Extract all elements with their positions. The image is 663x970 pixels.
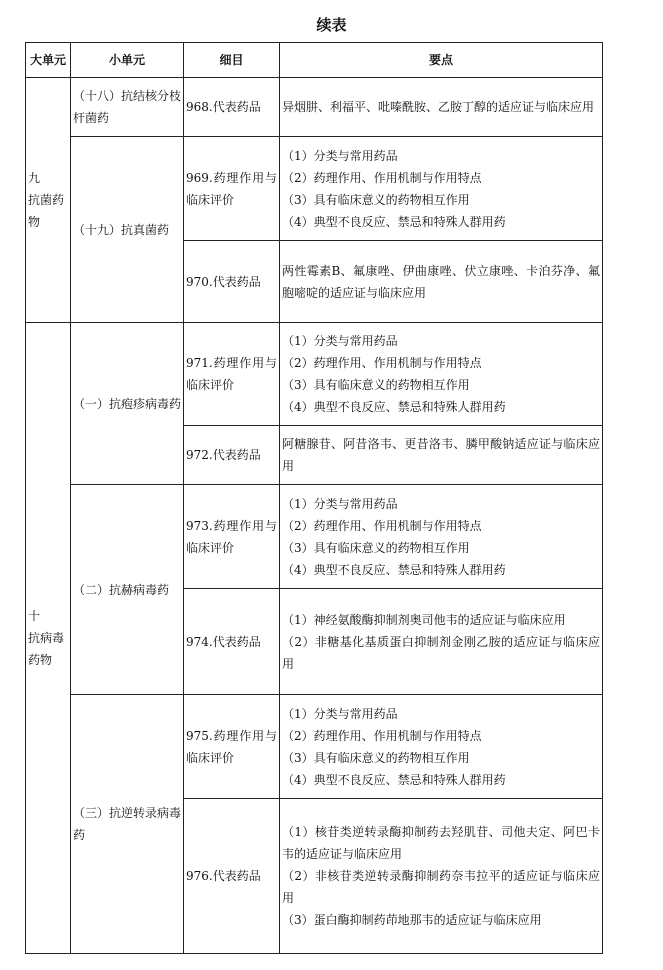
point: （2）药理作用、作用机制与作用特点 — [282, 356, 482, 370]
item-968: 968.代表药品 — [184, 78, 280, 137]
point: （4）典型不良反应、禁忌和特殊人群用药 — [282, 562, 506, 577]
point: （2）药理作用、作用机制与作用特点 — [282, 518, 482, 533]
points-968: 异烟肼、利福平、吡嗪酰胺、乙胺丁醇的适应证与临床应用 — [280, 78, 603, 137]
point: （3）蛋白酶抑制药茚地那韦的适应证与临床应用 — [282, 913, 542, 927]
page-title: 续表 — [316, 16, 347, 34]
point: （3）具有临床意义的药物相互作用 — [282, 378, 470, 392]
header-item: 细目 — [184, 43, 280, 78]
table-row — [26, 323, 603, 426]
header-points: 要点 — [280, 43, 603, 78]
item-975: 975.药理作用与临床评价 — [184, 695, 280, 799]
points-971 — [280, 323, 603, 426]
item-971: 971.药理作用与临床评价 — [184, 323, 280, 426]
point: （3）具有临床意义的药物相互作用 — [282, 540, 470, 555]
major-unit-10: 十 抗病毒 药物 — [26, 323, 71, 954]
point: （1）分类与常用药品 — [282, 706, 398, 721]
point: （4）典型不良反应、禁忌和特殊人群用药 — [282, 772, 506, 787]
item-969: 969.药理作用与临床评价 — [184, 137, 280, 241]
minor-unit-10-2: （二）抗赫病毒药 — [71, 485, 184, 695]
point: （2）非糖基化基质蛋白抑制剂金刚乙胺的适应证与临床应用 — [282, 634, 600, 671]
table-row — [26, 137, 603, 241]
minor-unit-10-3: （三）抗逆转录病毒药 — [71, 695, 184, 954]
point: （4）典型不良反应、禁忌和特殊人群用药 — [282, 214, 506, 229]
minor-unit-10-1: （一）抗疱疹病毒药 — [71, 323, 184, 485]
minor-unit-19: （十九）抗真菌药 — [71, 137, 184, 323]
item-970: 970.代表药品 — [184, 241, 280, 323]
point: （2）非核苷类逆转录酶抑制药奈韦拉平的适应证与临床应用 — [282, 869, 600, 905]
item-976: 976.代表药品 — [184, 799, 280, 954]
point: （1）核苷类逆转录酶抑制药去羟肌苷、司他夫定、阿巴卡韦的适应证与临床应用 — [282, 825, 600, 861]
point: （4）典型不良反应、禁忌和特殊人群用药 — [282, 400, 506, 414]
major-unit-9: 九 抗菌药 物 — [26, 78, 71, 323]
minor-unit-18: （十八）抗结核分枝杆菌药 — [71, 78, 184, 137]
points-969 — [280, 137, 603, 241]
point: （1）神经氨酸酶抑制剂奥司他韦的适应证与临床应用 — [282, 612, 566, 627]
points-972: 阿糖腺苷、阿昔洛韦、更昔洛韦、膦甲酸钠适应证与临床应用 — [280, 426, 603, 485]
item-973: 973.药理作用与临床评价 — [184, 485, 280, 589]
header-major: 大单元 — [26, 43, 71, 78]
table-row — [26, 695, 603, 799]
point: （2）药理作用、作用机制与作用特点 — [282, 170, 482, 185]
point: （1）分类与常用药品 — [282, 496, 398, 511]
header-row — [26, 43, 603, 78]
item-974: 974.代表药品 — [184, 589, 280, 695]
point: （3）具有临床意义的药物相互作用 — [282, 192, 470, 207]
points-974 — [280, 589, 603, 695]
header-minor: 小单元 — [71, 43, 184, 78]
table-row — [26, 485, 603, 589]
point: （1）分类与常用药品 — [282, 148, 398, 163]
table-row — [26, 78, 603, 137]
points-973 — [280, 485, 603, 589]
syllabus-table — [25, 42, 603, 954]
points-970: 两性霉素B、氟康唑、伊曲康唑、伏立康唑、卡泊芬净、氟胞嘧啶的适应证与临床应用 — [280, 241, 603, 323]
item-972: 972.代表药品 — [184, 426, 280, 485]
point: （2）药理作用、作用机制与作用特点 — [282, 728, 482, 743]
points-976 — [280, 799, 603, 954]
point: （1）分类与常用药品 — [282, 334, 398, 348]
points-975 — [280, 695, 603, 799]
point: （3）具有临床意义的药物相互作用 — [282, 750, 470, 765]
